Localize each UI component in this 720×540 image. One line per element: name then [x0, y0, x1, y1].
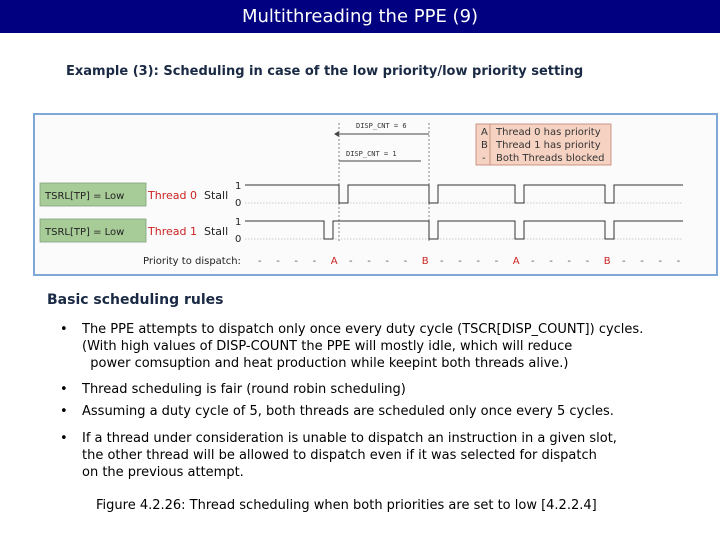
- priority-dash: -: [349, 256, 353, 267]
- priority-dash: -: [276, 256, 280, 267]
- stall-label-1: Stall: [204, 225, 229, 238]
- rule-text: If a thread under consideration is unable to dispatch an instruction in a given slot, the other thread will be allowed to dispatch even if it was selected for dispatch on the previous attempt.: [82, 431, 617, 480]
- slide-title: Multithreading the PPE (9): [241, 6, 479, 27]
- level-hi-1: 1: [235, 217, 242, 228]
- priority-dash: -: [258, 256, 262, 267]
- rules-heading: Basic scheduling rules: [47, 292, 224, 308]
- priority-dash: -: [385, 256, 390, 267]
- title-bar: [0, 0, 720, 33]
- priority-dash: -: [294, 256, 299, 267]
- bullet-dot: •: [60, 431, 68, 446]
- figure-caption: Figure 4.2.26: Thread scheduling when both priorities are set to low [4.2.2.4]: [96, 498, 597, 513]
- level-lo-0: 0: [235, 198, 242, 209]
- rule-text: Assuming a duty cycle of 5, both threads are scheduled only once every 5 cycles.: [82, 404, 614, 419]
- rule-text: Thread scheduling is fair (round robin scheduling): [82, 382, 406, 397]
- priority-mark-b: B: [603, 256, 611, 267]
- priority-dash: -: [549, 256, 553, 267]
- example-subtitle: Example (3): Scheduling in case of the low priority/low priority setting: [66, 64, 584, 79]
- thread0-label: Thread 0: [148, 189, 197, 202]
- priority-dash: -: [622, 256, 626, 267]
- tsrl-label-thread1: TSRL[TP] = Low: [45, 227, 125, 238]
- legend-key-a: A: [481, 127, 488, 138]
- stall-label-0: Stall: [204, 189, 229, 202]
- bullet-dot: •: [60, 404, 68, 419]
- bullet-dot: •: [60, 322, 68, 337]
- legend-text-dash: Both Threads blocked: [496, 153, 605, 164]
- priority-dash: -: [658, 256, 663, 267]
- level-lo-1: 0: [235, 234, 242, 245]
- priority-dash: -: [440, 256, 444, 267]
- priority-dash: -: [531, 256, 535, 267]
- disp-cnt-1-label: DISP_CNT = 1: [346, 150, 397, 158]
- priority-dash: -: [640, 256, 644, 267]
- bullet-dot: •: [60, 382, 68, 397]
- legend-text-b: Thread 1 has priority: [496, 140, 601, 151]
- priority-mark-a: A: [512, 256, 520, 267]
- priority-mark-b: B: [421, 256, 429, 267]
- legend-key-b: B: [481, 140, 488, 151]
- disp-cnt-6-label: DISP_CNT = 6: [356, 122, 407, 130]
- priority-dash: -: [676, 256, 681, 267]
- priority-dash: -: [476, 256, 481, 267]
- tsrl-label-thread0: TSRL[TP] = Low: [45, 191, 125, 202]
- priority-dash: -: [585, 256, 590, 267]
- scheduling-diagram: [33, 113, 718, 276]
- priority-dash: -: [567, 256, 572, 267]
- legend-text-a: Thread 0 has priority: [496, 127, 601, 138]
- legend-key-dash: -: [482, 153, 486, 164]
- level-hi-0: 1: [235, 181, 242, 192]
- rule-text: The PPE attempts to dispatch only once every duty cycle (TSCR[DISP_COUNT]) cycles. (With high values of DISP-COUNT the PPE will mostly idle, which will reduce power comsuption and heat production while keepint both threads alive.): [82, 322, 644, 371]
- priority-dash: -: [494, 256, 499, 267]
- priority-dash: -: [367, 256, 371, 267]
- priority-label: Priority to dispatch:: [143, 256, 241, 267]
- priority-dash: -: [312, 256, 317, 267]
- priority-dash: -: [403, 256, 408, 267]
- priority-mark-a: A: [330, 256, 338, 267]
- priority-dash: -: [458, 256, 462, 267]
- thread1-label: Thread 1: [148, 225, 197, 238]
